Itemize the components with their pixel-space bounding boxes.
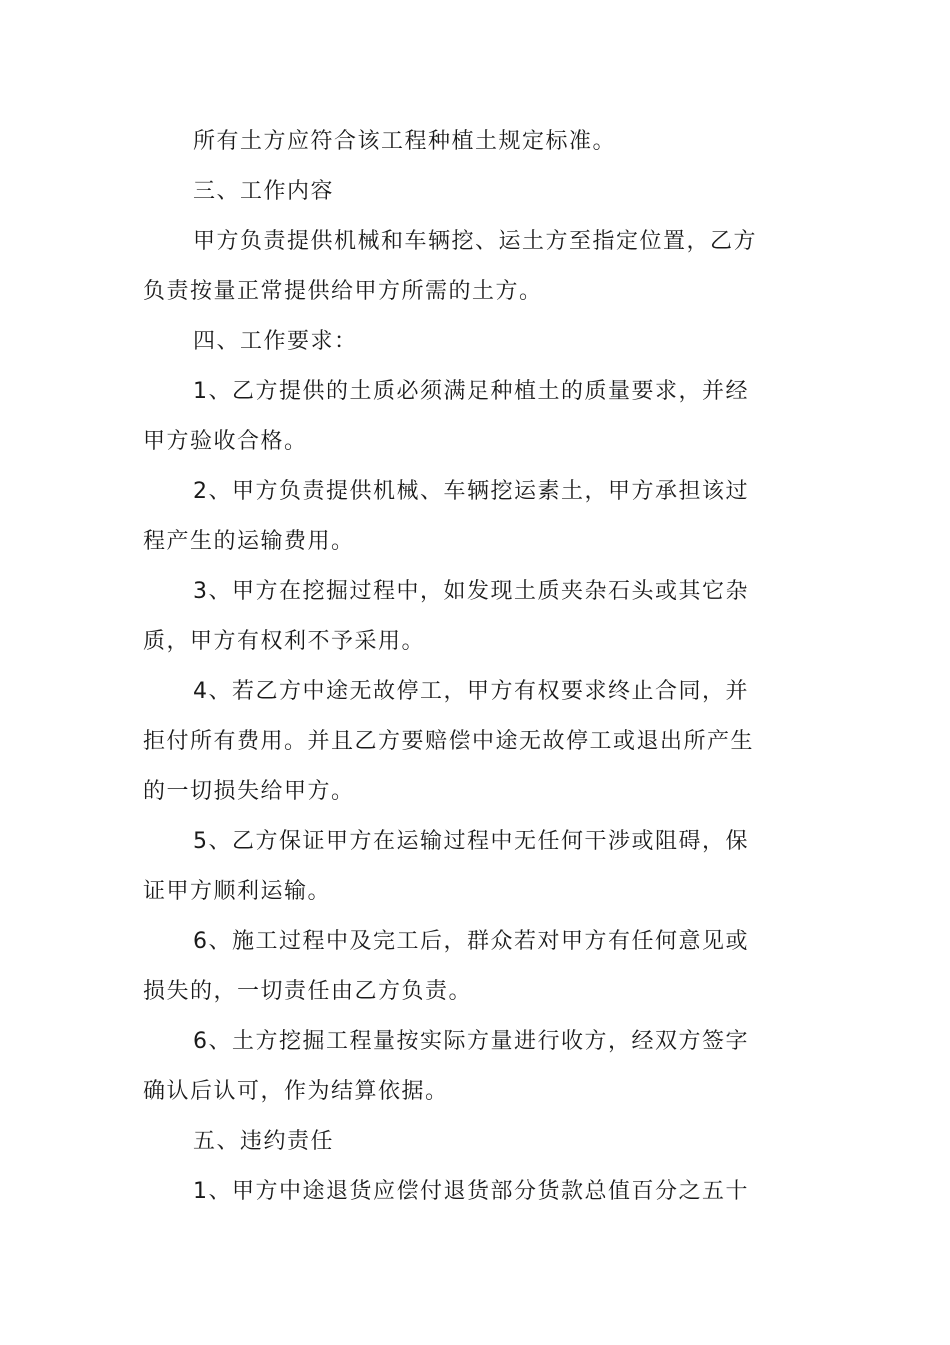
list-item-line: 损失的，一切责任由乙方负责。: [143, 979, 473, 1004]
section-heading: 四、工作要求：: [193, 329, 358, 354]
section-heading: 三、工作内容: [193, 179, 335, 204]
list-item-line: 甲方验收合格。: [143, 429, 308, 454]
list-item-line: 4、若乙方中途无故停工，甲方有权要求终止合同，并: [193, 679, 749, 704]
list-item-line: 5、乙方保证甲方在运输过程中无任何干涉或阻碍，保: [193, 829, 749, 854]
list-item-line: 证甲方顺利运输。: [143, 879, 332, 904]
list-item-line: 的一切损失给甲方。: [143, 779, 355, 804]
list-item-line: 3、甲方在挖掘过程中，如发现土质夹杂石头或其它杂: [193, 579, 749, 604]
list-item-line: 确认后认可，作为结算依据。: [143, 1079, 449, 1104]
list-item-line: 程产生的运输费用。: [143, 529, 355, 554]
list-item-line: 质，甲方有权利不予采用。: [143, 629, 426, 654]
list-item-line: 2、甲方负责提供机械、车辆挖运素土，甲方承担该过: [193, 479, 749, 504]
list-item-line: 6、施工过程中及完工后，群众若对甲方有任何意见或: [193, 929, 749, 954]
list-item-line: 拒付所有费用。并且乙方要赔偿中途无故停工或退出所产生: [143, 729, 755, 754]
section-heading: 五、违约责任: [193, 1129, 335, 1154]
paragraph-line: 负责按量正常提供给甲方所需的土方。: [143, 279, 543, 304]
paragraph-line: 甲方负责提供机械和车辆挖、运土方至指定位置，乙方: [193, 229, 758, 254]
list-item-line: 1、甲方中途退货应偿付退货部分货款总值百分之五十: [193, 1179, 749, 1204]
paragraph-line: 所有土方应符合该工程种植土规定标准。: [193, 129, 617, 154]
list-item-line: 1、乙方提供的土质必须满足种植土的质量要求，并经: [193, 379, 749, 404]
list-item-line: 6、土方挖掘工程量按实际方量进行收方，经双方签字: [193, 1029, 749, 1054]
